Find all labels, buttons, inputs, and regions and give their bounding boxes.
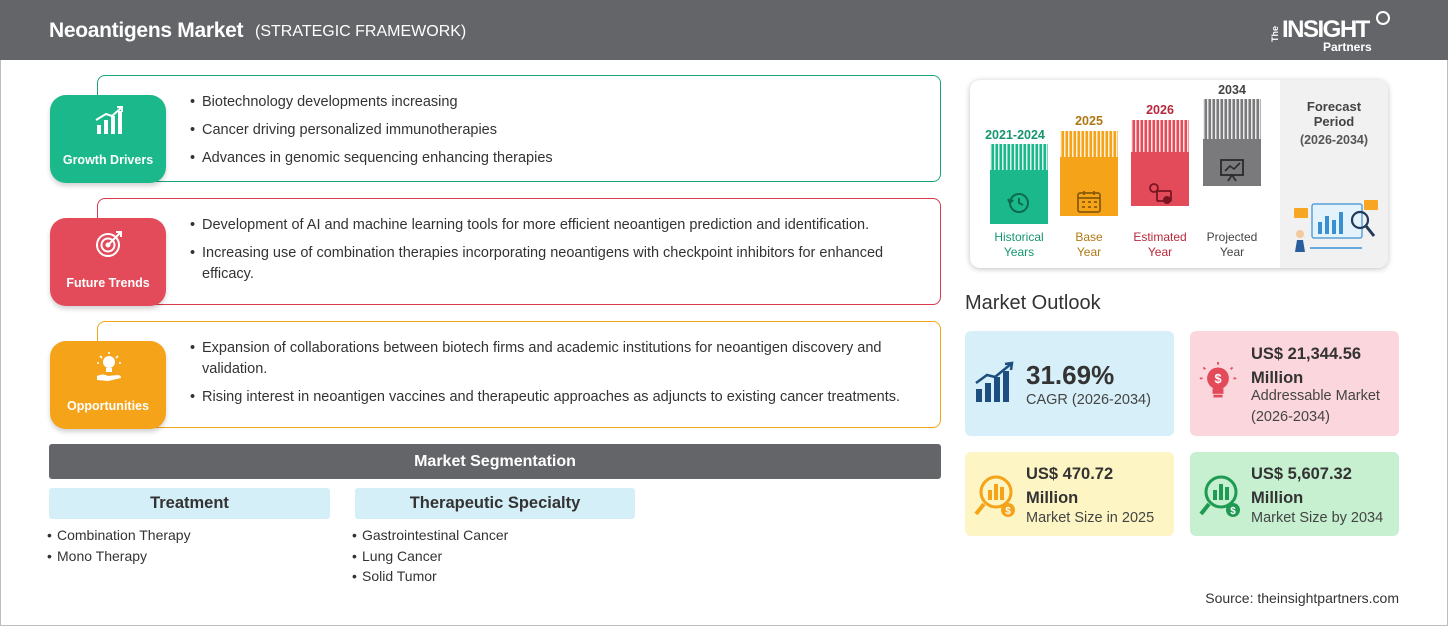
header-bar — [0, 0, 1448, 60]
timeline-year: 2034 — [1218, 83, 1246, 97]
market-size-2025-label: Market Size in 2025 — [1026, 510, 1155, 526]
insight-partners-logo: The INSIGHT Partners — [1270, 10, 1395, 54]
coin-magnifier-icon — [1197, 470, 1243, 520]
forecast-period-box — [1280, 80, 1388, 268]
svg-text:$: $ — [1230, 506, 1236, 517]
addressable-market-card — [1190, 331, 1399, 436]
forecast-period-range: (2026-2034) — [1299, 133, 1369, 147]
market-segmentation-bar: Market Segmentation — [49, 444, 941, 479]
timeline-col-base — [1058, 112, 1120, 260]
future-trends-label: Future Trends — [66, 276, 150, 290]
list-item: • Biotechnology developments increasing — [190, 92, 920, 113]
dollar-lightbulb-icon — [1198, 359, 1238, 405]
timeline-year: 2021-2024 — [985, 128, 1045, 142]
timeline-caption: Estimated Year — [1133, 230, 1187, 259]
timeline-caption: Base Year — [1075, 230, 1103, 259]
list-item: • Mono Therapy — [47, 546, 191, 567]
opportunities-label: Opportunities — [67, 399, 149, 413]
market-size-2034-card — [1190, 452, 1399, 536]
timeline-caption: Projected Year — [1206, 230, 1258, 259]
timeline-bar — [1060, 131, 1118, 216]
timeline-col-historical — [980, 120, 1050, 260]
market-size-2034-label: Market Size by 2034 — [1251, 510, 1384, 526]
estimate-gears-icon — [1145, 180, 1175, 206]
timeline-col-estimated — [1128, 102, 1192, 260]
timeline-year: 2026 — [1146, 103, 1174, 117]
timeline-bar — [990, 144, 1048, 224]
future-trends-card — [97, 198, 941, 305]
timeline-caption: Historical Years — [994, 230, 1044, 259]
list-item: • Expansion of collaborations between biotech firms and academic institutions for neoantigen discovery and validation. — [190, 338, 920, 380]
list-item: • Advances in genomic sequencing enhancing therapies — [190, 148, 920, 169]
therapeutic-specialty-heading: Therapeutic Specialty — [355, 488, 635, 519]
growth-chart-icon — [973, 361, 1017, 405]
timeline-col-projected — [1200, 82, 1264, 260]
cagr-value: 31.69% — [1026, 360, 1115, 390]
addressable-market-value: US$ 21,344.56 Million — [1251, 345, 1362, 387]
market-size-2025-card — [965, 452, 1174, 536]
opportunities-card — [97, 321, 941, 428]
treatment-list — [47, 525, 191, 566]
list-item: • Gastrointestinal Cancer — [352, 525, 508, 546]
page-subtitle: (STRATEGIC FRAMEWORK) — [255, 23, 467, 40]
market-size-2034-value: US$ 5,607.32 Million — [1251, 465, 1352, 507]
list-item: • Lung Cancer — [352, 546, 508, 567]
growth-drivers-badge — [50, 95, 166, 183]
lightbulb-hand-icon — [94, 351, 124, 383]
list-item: • Solid Tumor — [352, 566, 508, 587]
opportunities-badge — [50, 341, 166, 429]
list-item: • Combination Therapy — [47, 525, 191, 546]
bar-chart-growth-icon — [94, 105, 124, 137]
timeline-bar — [1203, 99, 1261, 186]
cagr-card — [965, 331, 1174, 436]
calendar-icon — [1074, 189, 1104, 215]
treatment-heading: Treatment — [49, 488, 330, 519]
coin-magnifier-icon — [972, 470, 1018, 520]
source-credit: Source: theinsightpartners.com — [1205, 590, 1399, 606]
growth-drivers-card — [97, 75, 941, 182]
therapeutic-specialty-list — [352, 525, 508, 587]
growth-drivers-label: Growth Drivers — [62, 153, 154, 167]
svg-text:$: $ — [1214, 370, 1222, 386]
presentation-chart-icon — [1217, 157, 1247, 183]
market-size-2025-value: US$ 470.72 Million — [1026, 465, 1114, 507]
timeline-year: 2025 — [1075, 114, 1103, 128]
market-outlook-title: Market Outlook — [965, 292, 1101, 314]
history-clock-icon — [1004, 190, 1034, 216]
list-item: • Rising interest in neoantigen vaccines and therapeutic approaches as adjuncts to existing cancer treatments. — [190, 387, 920, 408]
page-title: Neoantigens Market — [49, 19, 244, 42]
list-item: • Cancer driving personalized immunotherapies — [190, 120, 920, 141]
cagr-label: CAGR (2026-2034) — [1026, 392, 1151, 408]
addressable-market-label: Addressable Market (2026-2034) — [1251, 388, 1380, 425]
analytics-illustration-icon — [1290, 196, 1382, 256]
forecast-period-title: Forecast Period — [1306, 99, 1362, 129]
list-item: • Development of AI and machine learning tools for more efficient neoantigen prediction and identification. — [190, 215, 920, 236]
list-item: • Increasing use of combination therapies incorporating neoantigens with checkpoint inhibitors for enhanced efficacy. — [190, 243, 920, 285]
svg-text:$: $ — [1005, 506, 1011, 517]
future-trends-badge — [50, 218, 166, 306]
timeline-bar — [1131, 120, 1189, 206]
target-icon — [94, 228, 124, 260]
